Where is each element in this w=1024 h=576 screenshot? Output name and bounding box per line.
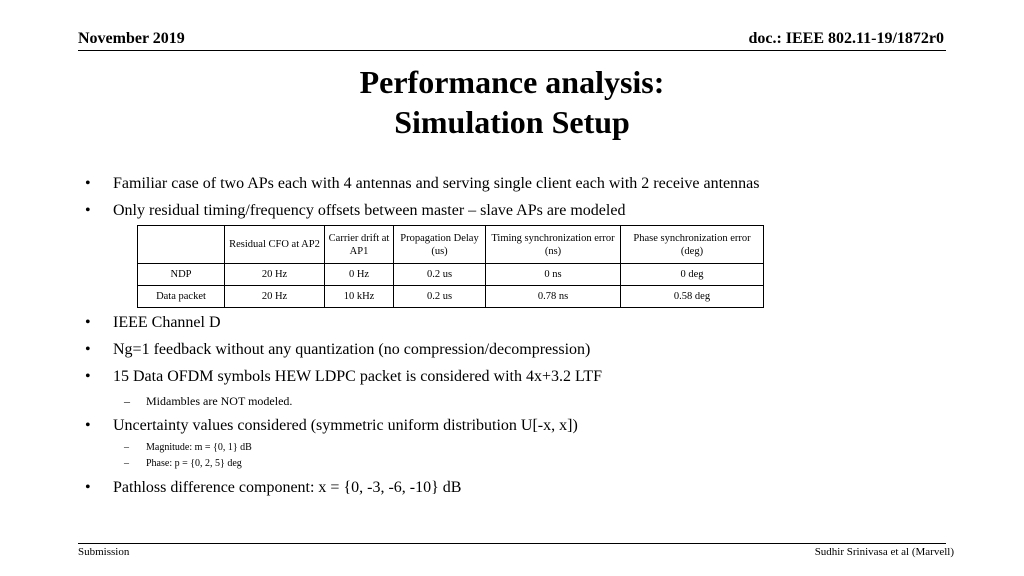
table-header-cell: Propagation Delay (us): [394, 226, 486, 264]
bullet-marker: •: [85, 479, 91, 496]
sub-bullet-magnitude: [124, 441, 252, 455]
table-cell: 0.2 us: [394, 264, 486, 286]
sub-bullet-text: Phase: p = {0, 2, 5} deg: [146, 458, 242, 469]
sub-bullet-text: Magnitude: m = {0, 1} dB: [146, 442, 252, 453]
bullet-marker: •: [85, 314, 91, 331]
table-cell: 0 deg: [621, 264, 764, 286]
bullet-channel: [85, 313, 221, 333]
slide-title-line1: Performance analysis:: [359, 64, 665, 100]
sub-bullet-midambles: [124, 393, 292, 409]
bullet-marker: •: [85, 417, 91, 434]
table-cell: 20 Hz: [225, 286, 325, 308]
table-cell: 0.78 ns: [486, 286, 621, 308]
bullet-pathloss: [85, 478, 461, 498]
table-header-cell: Phase synchronization error (deg): [621, 226, 764, 264]
dash-marker: –: [124, 442, 129, 453]
table-row: [138, 264, 764, 286]
bullet-text: Ng=1 feedback without any quantization (no compression/decompression): [113, 341, 591, 358]
bullet-packet: [85, 367, 602, 387]
bullet-marker: •: [85, 175, 91, 192]
bullet-marker: •: [85, 341, 91, 358]
table-cell: 0 ns: [486, 264, 621, 286]
sync-parameters-table: [137, 225, 764, 308]
bullet-text: IEEE Channel D: [113, 314, 221, 331]
table-cell: 20 Hz: [225, 264, 325, 286]
bullet-uncertainty: [85, 416, 578, 436]
table-cell: 0.2 us: [394, 286, 486, 308]
dash-marker: –: [124, 458, 129, 469]
slide-title-line2: Simulation Setup: [394, 104, 630, 140]
bullet-offsets: [85, 201, 625, 221]
table-cell: 0 Hz: [325, 264, 394, 286]
bullet-text: Familiar case of two APs each with 4 antennas and serving single client each with 2 receive antennas: [113, 175, 760, 192]
bullet-text: Only residual timing/frequency offsets between master – slave APs are modeled: [113, 202, 626, 219]
header-rule: [78, 50, 946, 51]
footer-rule: [78, 543, 946, 544]
table-header-cell: [138, 226, 225, 264]
table-cell: 10 kHz: [325, 286, 394, 308]
header-doc-id: doc.: IEEE 802.11-19/1872r0: [748, 30, 944, 47]
table-header-row: [138, 226, 764, 264]
bullet-feedback: [85, 340, 590, 360]
table-header-cell: Residual CFO at AP2: [225, 226, 325, 264]
table-header-cell: Carrier drift at AP1: [325, 226, 394, 264]
sub-bullet-text: Midambles are NOT modeled.: [146, 394, 293, 408]
bullet-scenario: [85, 174, 759, 194]
table-row: [138, 286, 764, 308]
bullet-marker: •: [85, 368, 91, 385]
bullet-marker: •: [85, 202, 91, 219]
table-header-cell: Timing synchronization error (ns): [486, 226, 621, 264]
table-cell: NDP: [138, 264, 225, 286]
dash-marker: –: [124, 394, 130, 408]
sub-bullet-phase: [124, 457, 242, 471]
table-cell: 0.58 deg: [621, 286, 764, 308]
slide-title: [0, 62, 1024, 142]
bullet-text: 15 Data OFDM symbols HEW LDPC packet is considered with 4x+3.2 LTF: [113, 368, 602, 385]
table-cell: Data packet: [138, 286, 225, 308]
footer-submission: Submission: [78, 546, 130, 558]
bullet-text: Pathloss difference component: x = {0, -3, -6, -10} dB: [113, 479, 462, 496]
header-date: November 2019: [78, 30, 185, 47]
footer-authors: Sudhir Srinivasa et al (Marvell): [814, 546, 954, 558]
bullet-text: Uncertainty values considered (symmetric uniform distribution U[-x, x]): [113, 417, 578, 434]
